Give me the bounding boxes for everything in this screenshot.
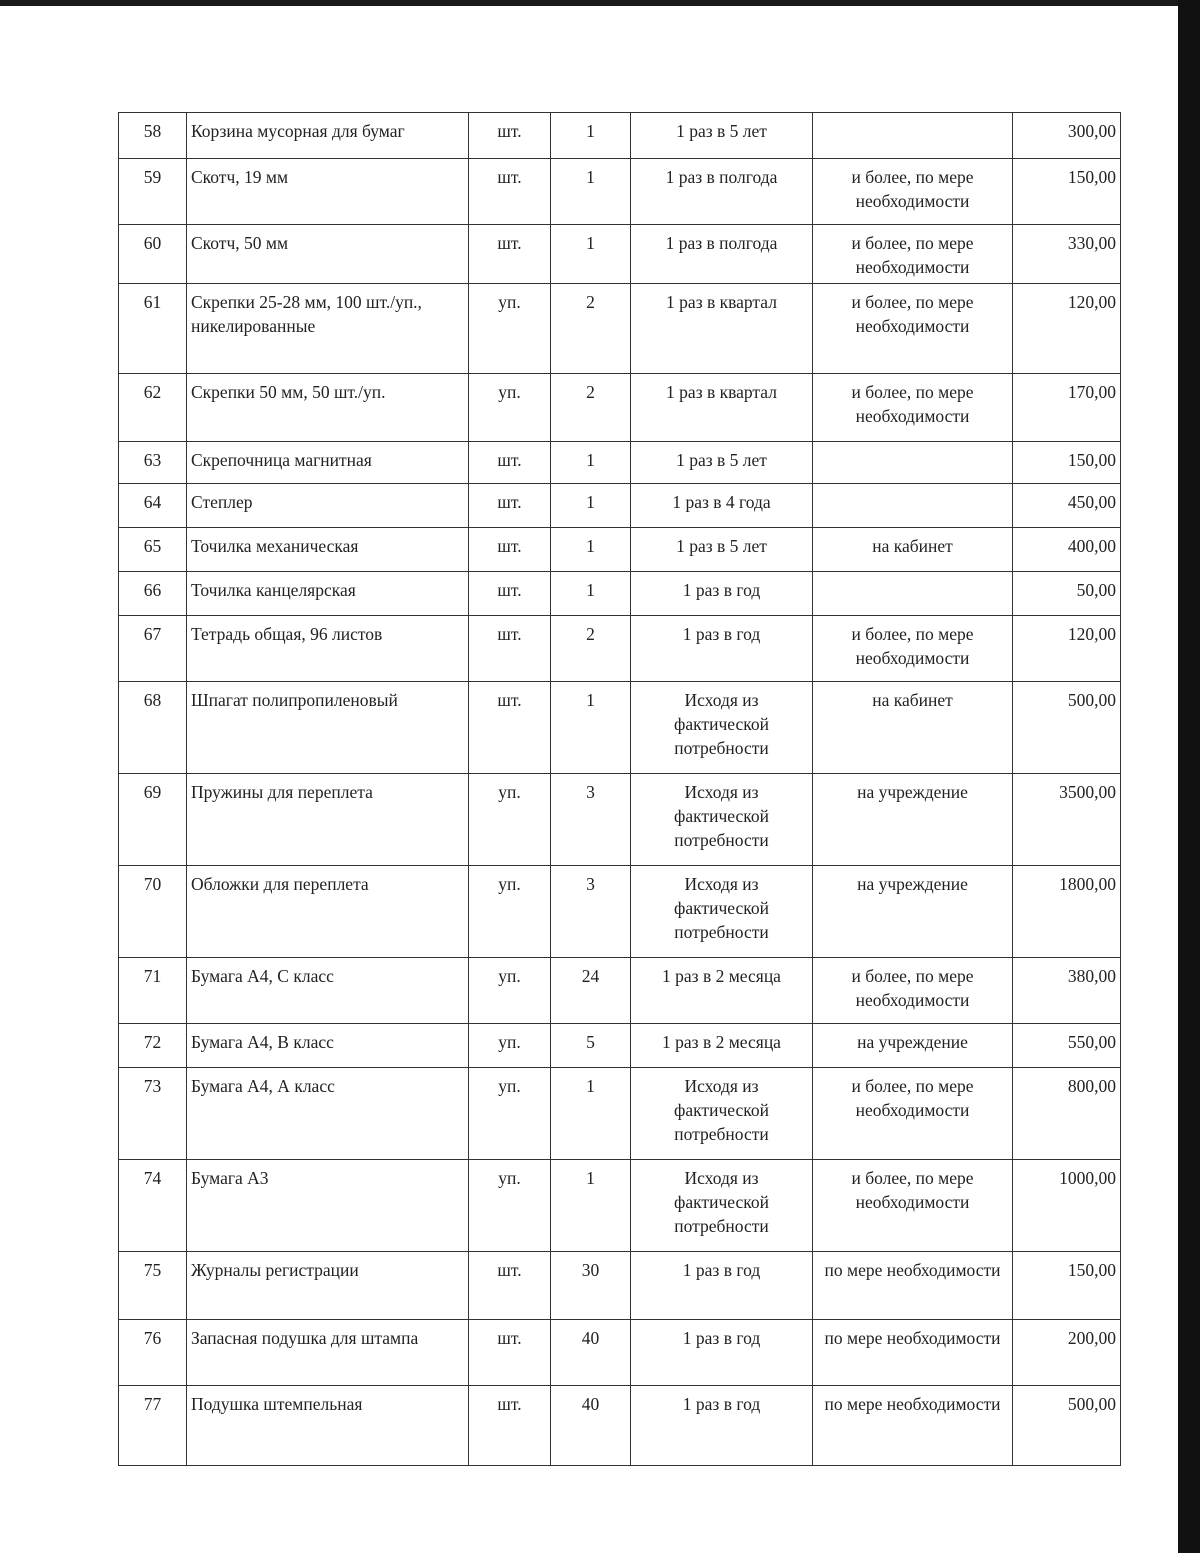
table-row [119,1024,1121,1068]
item-name: Корзина мусорная для бумаг [187,113,469,159]
row-number: 73 [119,1068,187,1160]
note-cell [813,442,1013,484]
price-cell: 500,00 [1013,682,1121,774]
unit-cell: шт. [469,1252,551,1320]
table-row [119,1160,1121,1252]
row-number: 71 [119,958,187,1024]
note-cell: на учреждение [813,866,1013,958]
price-cell: 400,00 [1013,528,1121,572]
period-cell: 1 раз в год [631,572,813,616]
period-cell: 1 раз в 4 года [631,484,813,528]
quantity-cell: 1 [551,1160,631,1252]
period-cell: 1 раз в год [631,1252,813,1320]
note-cell: и более, по мере необходимости [813,1068,1013,1160]
table-row [119,866,1121,958]
item-name: Бумага А3 [187,1160,469,1252]
quantity-cell: 30 [551,1252,631,1320]
period-cell: Исходя из фактической потребности [631,1068,813,1160]
price-cell: 380,00 [1013,958,1121,1024]
row-number: 76 [119,1320,187,1386]
price-cell: 150,00 [1013,1252,1121,1320]
unit-cell: уп. [469,1024,551,1068]
quantity-cell: 1 [551,225,631,284]
period-cell: 1 раз в 2 месяца [631,958,813,1024]
row-number: 70 [119,866,187,958]
price-cell: 3500,00 [1013,774,1121,866]
table-row [119,1386,1121,1466]
note-cell: и более, по мере необходимости [813,958,1013,1024]
period-cell: 1 раз в полгода [631,225,813,284]
row-number: 69 [119,774,187,866]
price-cell: 800,00 [1013,1068,1121,1160]
quantity-cell: 1 [551,113,631,159]
unit-cell: шт. [469,682,551,774]
unit-cell: уп. [469,1160,551,1252]
unit-cell: шт. [469,484,551,528]
note-cell: и более, по мере необходимости [813,159,1013,225]
unit-cell: уп. [469,866,551,958]
note-cell [813,113,1013,159]
unit-cell: уп. [469,1068,551,1160]
item-name: Обложки для переплета [187,866,469,958]
item-name: Скрепочница магнитная [187,442,469,484]
row-number: 75 [119,1252,187,1320]
price-cell: 300,00 [1013,113,1121,159]
quantity-cell: 40 [551,1386,631,1466]
price-cell: 150,00 [1013,159,1121,225]
quantity-cell: 2 [551,616,631,682]
note-cell [813,484,1013,528]
quantity-cell: 1 [551,484,631,528]
quantity-cell: 1 [551,1068,631,1160]
table-row [119,528,1121,572]
note-cell: и более, по мере необходимости [813,616,1013,682]
unit-cell: уп. [469,284,551,374]
unit-cell: шт. [469,442,551,484]
period-cell: 1 раз в год [631,616,813,682]
note-cell: на учреждение [813,1024,1013,1068]
quantity-cell: 2 [551,284,631,374]
scan-top-edge [0,0,1200,6]
price-cell: 150,00 [1013,442,1121,484]
item-name: Подушка штемпельная [187,1386,469,1466]
quantity-cell: 3 [551,774,631,866]
price-cell: 50,00 [1013,572,1121,616]
note-cell: и более, по мере необходимости [813,374,1013,442]
table-row [119,1320,1121,1386]
unit-cell: уп. [469,374,551,442]
note-cell: по мере необходимости [813,1252,1013,1320]
price-cell: 120,00 [1013,616,1121,682]
row-number: 60 [119,225,187,284]
note-cell: на кабинет [813,682,1013,774]
period-cell: Исходя из фактической потребности [631,866,813,958]
quantity-cell: 1 [551,682,631,774]
item-name: Скотч, 50 мм [187,225,469,284]
quantity-cell: 2 [551,374,631,442]
price-cell: 1000,00 [1013,1160,1121,1252]
unit-cell: шт. [469,528,551,572]
period-cell: 1 раз в полгода [631,159,813,225]
row-number: 58 [119,113,187,159]
quantity-cell: 1 [551,528,631,572]
item-name: Бумага А4, В класс [187,1024,469,1068]
item-name: Запасная подушка для штампа [187,1320,469,1386]
item-name: Тетрадь общая, 96 листов [187,616,469,682]
quantity-cell: 24 [551,958,631,1024]
unit-cell: шт. [469,1320,551,1386]
period-cell: 1 раз в 5 лет [631,528,813,572]
row-number: 74 [119,1160,187,1252]
period-cell: Исходя из фактической потребности [631,774,813,866]
note-cell: на кабинет [813,528,1013,572]
row-number: 64 [119,484,187,528]
unit-cell: уп. [469,958,551,1024]
unit-cell: шт. [469,572,551,616]
unit-cell: шт. [469,225,551,284]
item-name: Скрепки 25-28 мм, 100 шт./уп., никелированные [187,284,469,374]
table-row [119,484,1121,528]
price-cell: 120,00 [1013,284,1121,374]
price-cell: 330,00 [1013,225,1121,284]
period-cell: 1 раз в 2 месяца [631,1024,813,1068]
unit-cell: уп. [469,774,551,866]
row-number: 77 [119,1386,187,1466]
item-name: Степлер [187,484,469,528]
row-number: 61 [119,284,187,374]
row-number: 63 [119,442,187,484]
period-cell: 1 раз в 5 лет [631,113,813,159]
table-row [119,374,1121,442]
price-cell: 500,00 [1013,1386,1121,1466]
item-name: Точилка канцелярская [187,572,469,616]
quantity-cell: 3 [551,866,631,958]
row-number: 65 [119,528,187,572]
period-cell: 1 раз в год [631,1386,813,1466]
table-row [119,616,1121,682]
table-row [119,284,1121,374]
price-cell: 450,00 [1013,484,1121,528]
scan-right-edge [1178,0,1200,1553]
item-name: Точилка механическая [187,528,469,572]
period-cell: Исходя из фактической потребности [631,1160,813,1252]
period-cell: 1 раз в квартал [631,284,813,374]
supplies-table [118,112,1121,1466]
table-row [119,682,1121,774]
quantity-cell: 1 [551,572,631,616]
unit-cell: шт. [469,159,551,225]
unit-cell: шт. [469,616,551,682]
table-row [119,1068,1121,1160]
unit-cell: шт. [469,113,551,159]
price-cell: 550,00 [1013,1024,1121,1068]
item-name: Скотч, 19 мм [187,159,469,225]
note-cell: по мере необходимости [813,1320,1013,1386]
row-number: 72 [119,1024,187,1068]
table-row [119,113,1121,159]
note-cell: и более, по мере необходимости [813,225,1013,284]
table-row [119,159,1121,225]
item-name: Журналы регистрации [187,1252,469,1320]
quantity-cell: 1 [551,442,631,484]
row-number: 67 [119,616,187,682]
item-name: Скрепки 50 мм, 50 шт./уп. [187,374,469,442]
item-name: Бумага А4, С класс [187,958,469,1024]
period-cell: Исходя из фактической потребности [631,682,813,774]
price-cell: 200,00 [1013,1320,1121,1386]
unit-cell: шт. [469,1386,551,1466]
note-cell: на учреждение [813,774,1013,866]
item-name: Бумага А4, А класс [187,1068,469,1160]
price-cell: 1800,00 [1013,866,1121,958]
table-row [119,572,1121,616]
quantity-cell: 1 [551,159,631,225]
row-number: 62 [119,374,187,442]
quantity-cell: 40 [551,1320,631,1386]
table-row [119,774,1121,866]
period-cell: 1 раз в квартал [631,374,813,442]
row-number: 59 [119,159,187,225]
row-number: 66 [119,572,187,616]
note-cell: и более, по мере необходимости [813,1160,1013,1252]
period-cell: 1 раз в год [631,1320,813,1386]
quantity-cell: 5 [551,1024,631,1068]
row-number: 68 [119,682,187,774]
note-cell: и более, по мере необходимости [813,284,1013,374]
price-cell: 170,00 [1013,374,1121,442]
item-name: Пружины для переплета [187,774,469,866]
item-name: Шпагат полипропиленовый [187,682,469,774]
period-cell: 1 раз в 5 лет [631,442,813,484]
table-row [119,958,1121,1024]
table-row [119,1252,1121,1320]
note-cell [813,572,1013,616]
table-row [119,442,1121,484]
note-cell: по мере необходимости [813,1386,1013,1466]
table-row [119,225,1121,284]
